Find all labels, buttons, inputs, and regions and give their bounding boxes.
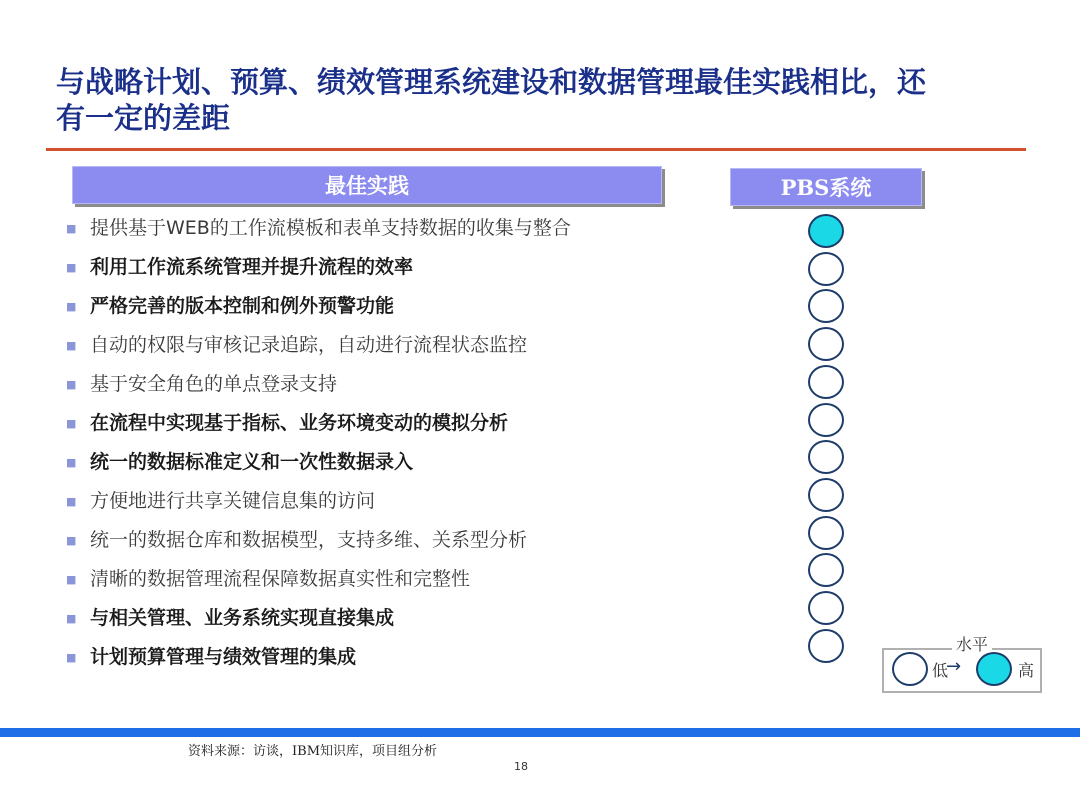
- list-item: [66, 524, 571, 563]
- item-text: 自动的权限与审核记录追踪，自动进行流程状态监控: [90, 334, 528, 356]
- bullet-icon: ■: [66, 417, 77, 430]
- bullet-icon: ■: [66, 378, 77, 391]
- item-text: 严格完善的版本控制和例外预警功能: [90, 295, 395, 317]
- item-text: 清晰的数据管理流程保障数据真实性和完整性: [90, 568, 471, 590]
- rating-low-circle-icon: [808, 553, 844, 587]
- pbs-system-header: PBS系统: [730, 168, 922, 206]
- rating-low-circle-icon: [808, 591, 844, 625]
- rating-low-circle-icon: [808, 289, 844, 323]
- item-text: 统一的数据标准定义和一次性数据录入: [90, 451, 414, 473]
- item-text: 方便地进行共享关键信息集的访问: [90, 490, 376, 512]
- list-item: [66, 368, 571, 407]
- list-item: [66, 329, 571, 368]
- rating-low-circle-icon: [808, 516, 844, 550]
- bullet-icon: ■: [66, 573, 77, 586]
- list-item: [66, 212, 571, 251]
- title-divider: [46, 148, 1026, 151]
- page-number: 18: [514, 760, 528, 773]
- best-practice-header: 最佳实践: [72, 166, 662, 204]
- legend-title: 水平: [952, 632, 992, 655]
- bullet-icon: ■: [66, 456, 77, 469]
- rating-low-circle-icon: [808, 440, 844, 474]
- footer-bar: [0, 728, 1080, 737]
- bullet-icon: ■: [66, 534, 77, 547]
- item-text: 统一的数据仓库和数据模型，支持多维、关系型分析: [90, 529, 528, 551]
- list-item: [66, 602, 571, 641]
- bullet-icon: ■: [66, 339, 77, 352]
- rating-high-circle-icon: [808, 214, 844, 248]
- rating-low-circle-icon: [808, 629, 844, 663]
- legend-high-label: 高: [1018, 661, 1035, 680]
- page-title: 与战略计划、预算、绩效管理系统建设和数据管理最佳实践相比，还有一定的差距: [56, 65, 927, 135]
- rating-low-circle-icon: [808, 403, 844, 437]
- legend-high-circle-icon: [976, 652, 1012, 686]
- bullet-icon: ■: [66, 261, 77, 274]
- rating-low-circle-icon: [808, 252, 844, 286]
- item-text: 基于安全角色的单点登录支持: [90, 373, 338, 395]
- rating-low-circle-icon: [808, 365, 844, 399]
- best-practice-list: [66, 212, 571, 680]
- item-text: 在流程中实现基于指标、业务环境变动的模拟分析: [90, 412, 509, 434]
- list-item: [66, 290, 571, 329]
- bullet-icon: ■: [66, 612, 77, 625]
- rating-low-circle-icon: [808, 327, 844, 361]
- legend-low-circle-icon: [892, 652, 928, 686]
- list-item: [66, 251, 571, 290]
- bullet-icon: ■: [66, 222, 77, 235]
- source-note: 资料来源：访谈，IBM知识库，项目组分析: [188, 744, 437, 759]
- list-item: [66, 641, 571, 680]
- bullet-icon: ■: [66, 651, 77, 664]
- bullet-icon: ■: [66, 300, 77, 313]
- list-item: [66, 446, 571, 485]
- list-item: [66, 407, 571, 446]
- item-text: 与相关管理、业务系统实现直接集成: [90, 607, 395, 629]
- list-item: [66, 563, 571, 602]
- item-text: 利用工作流系统管理并提升流程的效率: [90, 256, 414, 278]
- item-text: 提供基于WEB的工作流模板和表单支持数据的收集与整合: [90, 217, 571, 239]
- item-text: 计划预算管理与绩效管理的集成: [90, 646, 357, 668]
- list-item: [66, 485, 571, 524]
- rating-low-circle-icon: [808, 478, 844, 512]
- legend-low-label: 低: [932, 661, 949, 680]
- bullet-icon: ■: [66, 495, 77, 508]
- arrow-right-icon: →: [946, 656, 962, 677]
